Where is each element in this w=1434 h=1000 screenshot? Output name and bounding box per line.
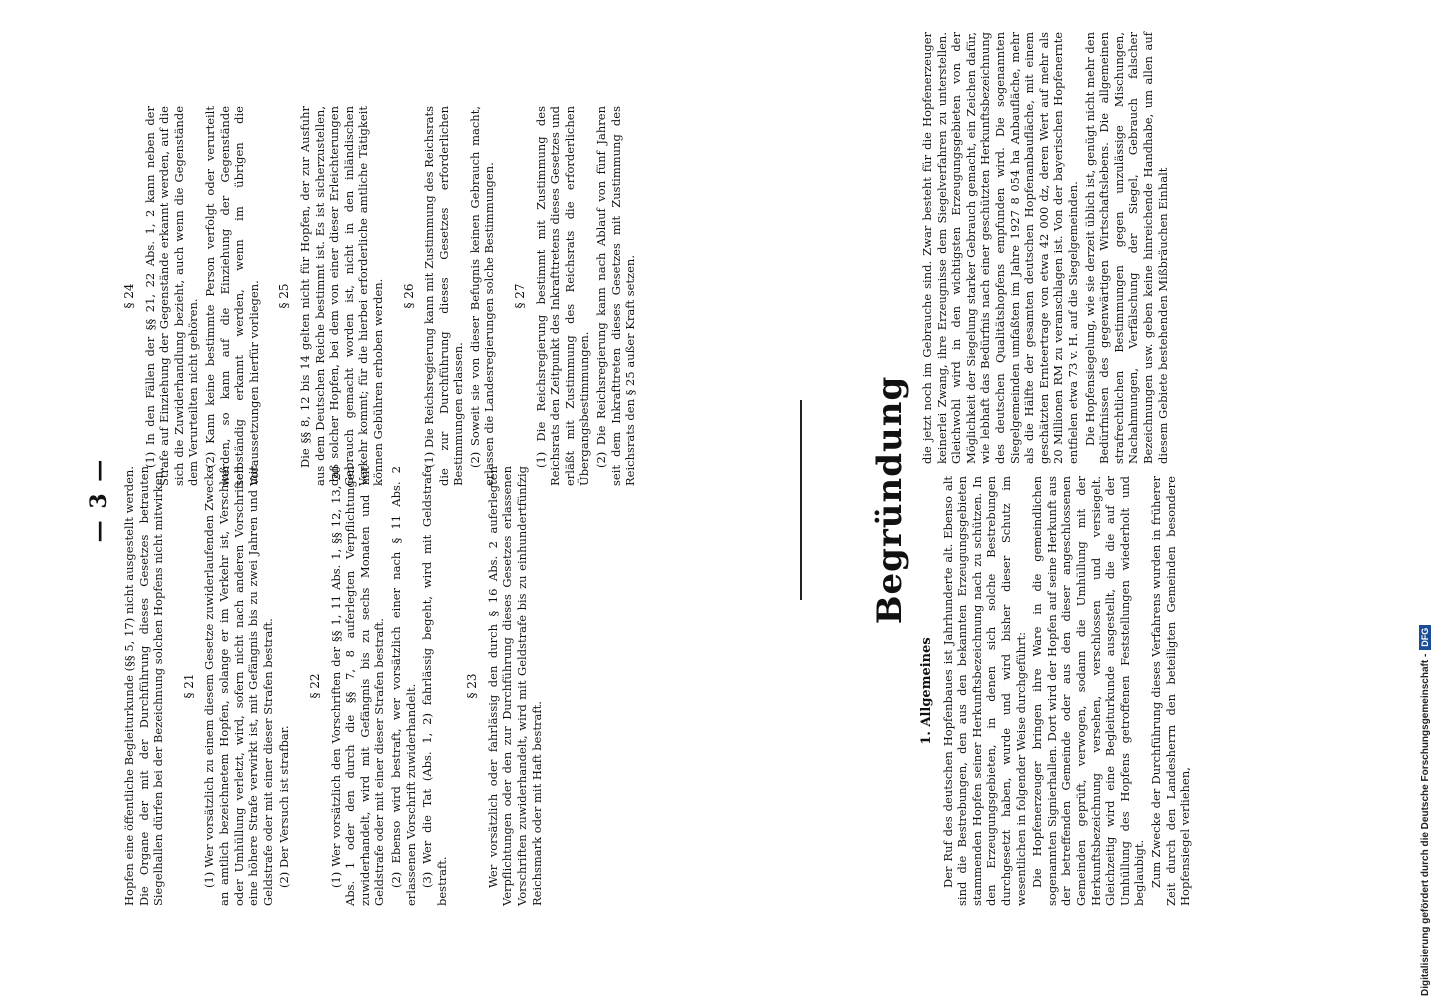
- section-22-para-1: (1) Wer vorsätzlich den Vorschriften der §§ 1, 11 Abs. 1, §§ 12, 13, 20 Abs. 1 oder den durch die §§ 7, 8 auferlegten Verpflichtungen zuwiderhandelt, wird mit Gefängnis bis zu sechs Monaten und mit Geldstrafe oder mit einer dieser Strafen bestraft.: [328, 466, 387, 906]
- allgemeines-para-1: Der Ruf des deutschen Hopfenbaues ist Jahrhunderte alt. Ebenso alt sind die Bestrebungen, den aus den bekannten Erzeugungsgebieten stammenden Hopfen seiner Herkunftsbezeichnung nach zu schützen. In den Erzeugungsgebieten, in denen sich solche Bestrebungen durchgesetzt haben, wurde und wird bisher dieser Schutz im wesentlichen in folgender Weise durchgeführt:: [940, 476, 1028, 906]
- section-23-heading: § 23: [465, 673, 480, 699]
- sidebar-credit: [1418, 6, 1432, 996]
- page-number: — 3 —: [86, 457, 112, 543]
- section-divider-rule: [800, 400, 802, 600]
- dfg-logo: DFG: [1419, 625, 1431, 650]
- right-column-upper: [122, 106, 640, 486]
- allgemeines-heading: 1. Allgemeines: [919, 637, 934, 745]
- section-26-para-1: (1) Die Reichsregierung kann mit Zustimmung des Reichsrats die zur Durchführung dieses Gesetzes erforderlichen Bestimmungen erlassen.: [422, 106, 466, 486]
- section-27-para-2: (2) Die Reichsregierung kann nach Ablauf von fünf Jahren seit dem Inkrafttreten dieses Gesetzes mit Zustimmung des Reichsrats den § 25 außer Kraft setzen.: [594, 106, 638, 486]
- section-24-para-1: (1) In den Fällen der §§ 21, 22 Abs. 1, 2 kann neben der Strafe auf Einziehung der Gegenstände erkannt werden, auf die sich die Zuwiderhandlung bezieht, auch wenn die Gegenstände dem Verurteilten nicht gehören.: [142, 106, 201, 486]
- section-21-para-1: (1) Wer vorsätzlich zu einem diesem Gesetze zuwiderlaufenden Zwecke an amtlich bezeichnetem Hopfen, solange er im Verkehr ist, Verschluß oder Umhüllung verletzt, wird, sofern nicht nach anderen Vorschriften eine höhere Strafe verwirkt ist, mit Gefängnis bis zu zwei Jahren und mit Geldstrafe oder mit einer dieser Strafen bestraft.: [202, 466, 275, 906]
- section-26-para-2: (2) Soweit sie von dieser Befugnis keinen Gebrauch macht, erlassen die Landesregierungen solche Bestimmungen.: [467, 106, 497, 486]
- section-27-para-1: (1) Die Reichsregierung bestimmt mit Zustimmung des Reichsrats den Zeitpunkt des Inkrafttretens dieses Gesetzes und erläßt mit Zustimmung des Reichsrats die erforderlichen Übergangsbestimmungen.: [533, 106, 592, 486]
- section-22-heading: § 22: [307, 673, 322, 699]
- section-23-para-1: Wer vorsätzlich oder fahrlässig den durch § 16 Abs. 2 auferlegten Verpflichtungen oder den zur Durchführung dieses Gesetzes erlassenen Vorschriften zuwiderhandelt, wird mit Geldstrafe bis zu einhundertfünfzig Reichsmark oder mit Haft bestraft.: [485, 466, 544, 906]
- intro-paragraph: Hopfen eine öffentliche Begleiturkunde (§§ 5, 17) nicht ausgestellt werden. Die Organe der mit der Durchführung dieses Gesetzes betrauten Siegelhallen dürfen bei der Bezeichnung solchen Hopfens nicht mitwirken.: [122, 466, 166, 906]
- begruendung-title: Begründung: [870, 375, 910, 625]
- section-26-heading: § 26: [401, 283, 416, 309]
- section-25-para-1: Die §§ 8, 12 bis 14 gelten nicht für Hopfen, der zur Ausfuhr aus dem Deutschen Reiche bestimmt ist. Es ist sicherzustellen, daß solcher Hopfen, bei dem von einer dieser Erleichterungen Gebrauch gemacht worden ist, nicht in den inländischen Verkehr kommt; für die hierbei erforderliche amtliche Tätigkeit können Gebühren erhoben werden.: [297, 106, 385, 486]
- section-27-heading: § 27: [513, 283, 528, 309]
- section-22-para-3: (3) Wer die Tat (Abs. 1, 2) fahrlässig begeht, wird mit Geldstrafe bestraft.: [420, 466, 449, 906]
- section-21-para-2: (2) Der Versuch ist strafbar.: [277, 725, 292, 888]
- allgemeines-para-2: Die Hopfenerzeuger bringen ihre Ware in die gemeindlichen sogenannten Signierhallen. Dort wird der Hopfen auf seine Herkunft aus der betreffenden Gemeinde oder aus den dieser angeschlossenen Gemeinden geprüft, verwogen, sodann die Umhüllung mit der Herkunftsbezeichnung versehen, verschlossen und versiegelt. Gleichzeitig wird eine Begleiturkunde ausgestellt, die die auf der Umhüllung des Hopfens getroffenen Feststellungen wiederholt und beglaubigt.: [1030, 476, 1147, 906]
- section-22-para-2: (2) Ebenso wird bestraft, wer vorsätzlich einer nach § 11 Abs. 2 erlassenen Vorschrift zuwiderhandelt.: [388, 466, 418, 906]
- sidebar-credit-text: Digitalisierung gefördert durch die Deutsche Forschungsgemeinschaft -: [1419, 653, 1431, 996]
- continuation-para-2: Die Hopfensiegelung, wie sie derzeit üblich ist, genügt nicht mehr den Bedürfnissen des gegenwärtigen Wirtschaftslebens. Die allgemeinen strafrechtlichen Bestimmungen gegen unzulässige Mischungen, Nachahmungen, Verfälschung der Siegel, Gebrauch falscher Bezeichnungen usw. geben keine hinreichende Handhabe, um allen auf diesem Gebiete bestehenden Mißbräuchen Einhalt: [1082, 32, 1170, 464]
- allgemeines-para-3: Zum Zwecke der Durchführung dieses Verfahrens wurden in früherer Zeit durch den Landesherrn den beteiligten Gemeinden besondere Hopfensiegel verliehen,: [1148, 476, 1193, 906]
- section-21-heading: § 21: [181, 673, 196, 699]
- section-24-para-2: (2) Kann keine bestimmte Person verfolgt oder verurteilt werden, so kann auf die Einziehung der Gegenstände selbständig erkannt werden, wenn im übrigen die Voraussetzungen hierfür vorliegen.: [202, 106, 261, 486]
- right-column-lower: [920, 32, 1172, 464]
- left-column-upper: [122, 466, 546, 906]
- continuation-para-1: die jetzt noch im Gebrauche sind. Zwar besteht für die Hopfenerzeuger keinerlei Zwang, ihre Erzeugnisse dem Siegelverfahren zu unterstellen. Gleichwohl wird in den wichtigsten Erzeugungsgebieten von der Möglichkeit der Siegelung starker Gebrauch gemacht, ein Zeichen dafür, wie lebhaft das Bedürfnis nach einer geschützten Herkunftsbezeichnung des deutschen Qualitätshopfens empfunden wird. Die sogenannten Siegelgemeinden umfaßten im Jahre 1927 8 054 ha Anbaufläche, mehr als die Hälfte der gesamten deutschen Hopfenanbaufläche, mit einem geschätzten Ernteertrage von etwa 42 000 dz, deren Wert auf mehr als 20 Millionen RM zu veranschlagen ist. Von der bayerischen Hopfenernte entfielen etwa 73 v. H. auf die Siegelgemeinden.: [920, 32, 1080, 464]
- section-24-heading: § 24: [122, 283, 136, 309]
- section-25-heading: § 25: [277, 283, 292, 309]
- left-column-lower: [920, 476, 1195, 906]
